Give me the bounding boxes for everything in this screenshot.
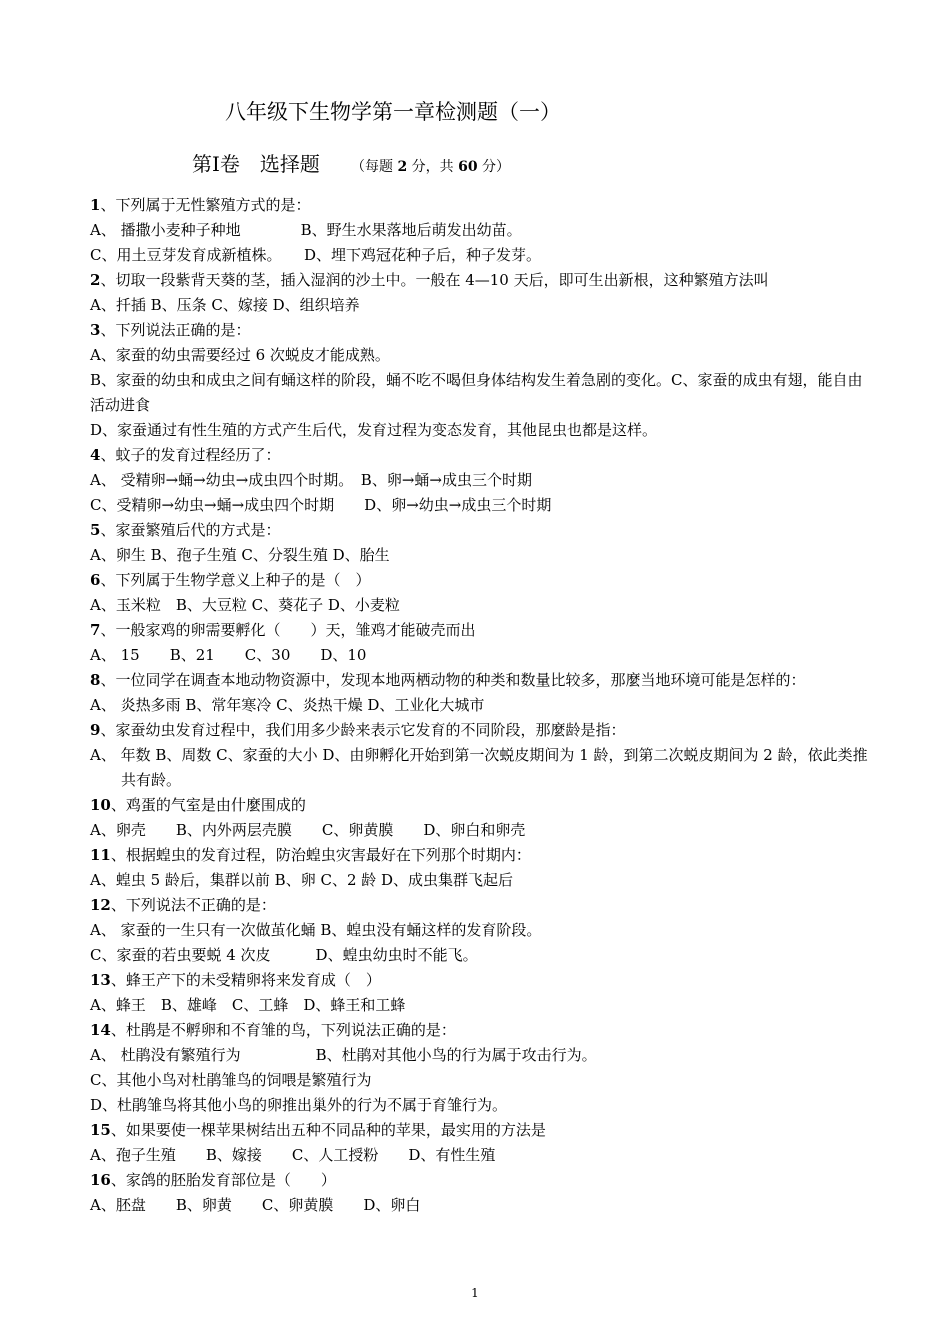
section-title: [192, 152, 320, 176]
question-option-line: C、其他小鸟对杜鹃雏鸟的饲喂是繁殖行为: [90, 1071, 372, 1089]
question-number: 9: [90, 721, 101, 739]
question-stem: 4、蚊子的发育过程经历了：: [90, 446, 281, 464]
question-item: [90, 618, 870, 668]
question-stem: 14、杜鹃是不孵卵和不育雏的鸟，下列说法正确的是：: [90, 1021, 456, 1039]
question-option-line: A、孢子生殖 B、嫁接 C、人工授粉 D、有性生殖: [90, 1146, 496, 1164]
question-item: [90, 1118, 870, 1168]
question-item: [90, 668, 870, 718]
question-option-line: A、胚盘 B、卵黄 C、卵黄膜 D、卵白: [90, 1196, 421, 1214]
question-number: 16: [90, 1171, 111, 1189]
question-option-line: A、 播撒小麦种子种地 B、野生水果落地后萌发出幼苗。: [90, 221, 522, 239]
question-item: [90, 518, 870, 568]
question-stem: 2、切取一段紫背天葵的茎，插入湿润的沙土中。一般在 4—10 天后，即可生出新根，这种繁殖方法叫: [90, 271, 769, 289]
question-number: 6: [90, 571, 101, 589]
question-item: [90, 1018, 870, 1118]
question-stem: 12、下列说法不正确的是：: [90, 896, 276, 914]
question-number: 13: [90, 971, 111, 989]
question-item: [90, 193, 870, 268]
section-header: [192, 148, 510, 177]
section-score-note: （每题 2 分，共 60 分）: [351, 159, 511, 175]
question-stem: 6、下列属于生物学意义上种子的是（ ）: [90, 571, 371, 589]
question-number: 3: [90, 321, 101, 339]
question-stem: 5、家蚕繁殖后代的方式是：: [90, 521, 281, 539]
question-number: 4: [90, 446, 101, 464]
question-stem: 16、家鸽的胚胎发育部位是（ ）: [90, 1171, 336, 1189]
question-option-line: A、蝗虫 5 龄后，集群以前 B、卵 C、2 龄 D、成虫集群飞起后: [90, 871, 514, 889]
question-option-line: A、蜂王 B、雄峰 C、工蜂 D、蜂王和工蜂: [90, 996, 406, 1014]
question-stem: 3、下列说法正确的是：: [90, 321, 251, 339]
question-item: [90, 443, 870, 518]
question-number: 1: [90, 196, 101, 214]
question-option-line: A、 杜鹃没有繁殖行为 B、杜鹃对其他小鸟的行为属于攻击行为。: [90, 1046, 597, 1064]
question-option-line: C、家蚕的若虫要蜕 4 次皮 D、蝗虫幼虫时不能飞。: [90, 946, 478, 964]
question-item: [90, 893, 870, 968]
question-option-line: C、受精卵→幼虫→蛹→成虫四个时期 D、卵→幼虫→成虫三个时期: [90, 496, 552, 514]
question-stem: 11、根据蝗虫的发育过程，防治蝗虫灾害最好在下列那个时期内：: [90, 846, 531, 864]
question-stem: 8、一位同学在调查本地动物资源中，发现本地两栖动物的种类和数量比较多，那麼当地环境可能是怎样的：: [90, 671, 806, 689]
section-name: 选择题: [259, 152, 320, 176]
question-option-line: A、卵壳 B、内外两层壳膜 C、卵黄膜 D、卵白和卵壳: [90, 821, 526, 839]
question-stem: 10、鸡蛋的气室是由什麼围成的: [90, 796, 306, 814]
question-number: 12: [90, 896, 111, 914]
question-option-line: D、杜鹃雏鸟将其他小鸟的卵推出巢外的行为不属于育雏行为。: [90, 1096, 508, 1114]
question-number: 14: [90, 1021, 111, 1039]
question-number: 2: [90, 271, 101, 289]
question-stem: 9、家蚕幼虫发育过程中，我们用多少龄来表示它发育的不同阶段，那麼龄是指：: [90, 721, 626, 739]
question-option-line: A、 受精卵→蛹→幼虫→成虫四个时期。 B、卵→蛹→成虫三个时期: [90, 471, 532, 489]
question-stem: 15、如果要使一棵苹果树结出五种不同品种的苹果，最实用的方法是: [90, 1121, 546, 1139]
question-item: [90, 793, 870, 843]
question-option-line: A、玉米粒 B、大豆粒 C、葵花子 D、小麦粒: [90, 596, 400, 614]
question-stem: 13、蜂王产下的未受精卵将来发育成（ ）: [90, 971, 381, 989]
question-number: 15: [90, 1121, 111, 1139]
question-option-line: A、 家蚕的一生只有一次做茧化蛹 B、蝗虫没有蛹这样的发育阶段。: [90, 921, 542, 939]
question-stem: 7、一般家鸡的卵需要孵化（ ）天，雏鸡才能破壳而出: [90, 621, 476, 639]
question-list: [90, 193, 870, 1218]
question-item: [90, 568, 870, 618]
page-number: 1: [471, 1286, 479, 1300]
question-option-line: A、家蚕的幼虫需要经过 6 次蜕皮才能成熟。: [90, 346, 390, 364]
question-number: 8: [90, 671, 101, 689]
question-number: 5: [90, 521, 101, 539]
question-option-line: A、扦插 B、压条 C、嫁接 D、组织培养: [90, 296, 360, 314]
question-option-line: C、用土豆芽发育成新植株。 D、埋下鸡冠花种子后，种子发芽。: [90, 246, 542, 264]
question-stem: 1、下列属于无性繁殖方式的是：: [90, 196, 311, 214]
question-number: 10: [90, 796, 111, 814]
question-item: [90, 968, 870, 1018]
question-item: [90, 1168, 870, 1218]
question-item: [90, 718, 870, 793]
section-label: 第Ⅰ卷: [192, 152, 240, 176]
page-title: 八年级下生物学第一章检测题（一）: [225, 100, 561, 124]
question-option-line: D、家蚕通过有性生殖的方式产生后代，发育过程为变态发育，其他昆虫也都是这样。: [90, 421, 658, 439]
question-item: [90, 268, 870, 318]
question-option-line: A、卵生 B、孢子生殖 C、分裂生殖 D、胎生: [90, 546, 390, 564]
question-number: 7: [90, 621, 101, 639]
question-number: 11: [90, 846, 111, 864]
question-option-line: A、 年数 B、周数 C、家蚕的大小 D、由卵孵化开始到第一次蜕皮期间为 1 龄，到第二次蜕皮期间为 2 龄，依此类推共有龄。: [90, 746, 868, 789]
question-option-line: A、 15 B、21 C、30 D、10: [90, 646, 367, 664]
question-item: [90, 843, 870, 893]
question-option-line: A、 炎热多雨 B、常年寒冷 C、炎热干燥 D、工业化大城市: [90, 696, 485, 714]
question-item: [90, 318, 870, 443]
question-option-line: B、家蚕的幼虫和成虫之间有蛹这样的阶段，蛹不吃不喝但身体结构发生着急剧的变化。C、家蚕的成虫有翅，能自由活动进食: [90, 371, 863, 414]
